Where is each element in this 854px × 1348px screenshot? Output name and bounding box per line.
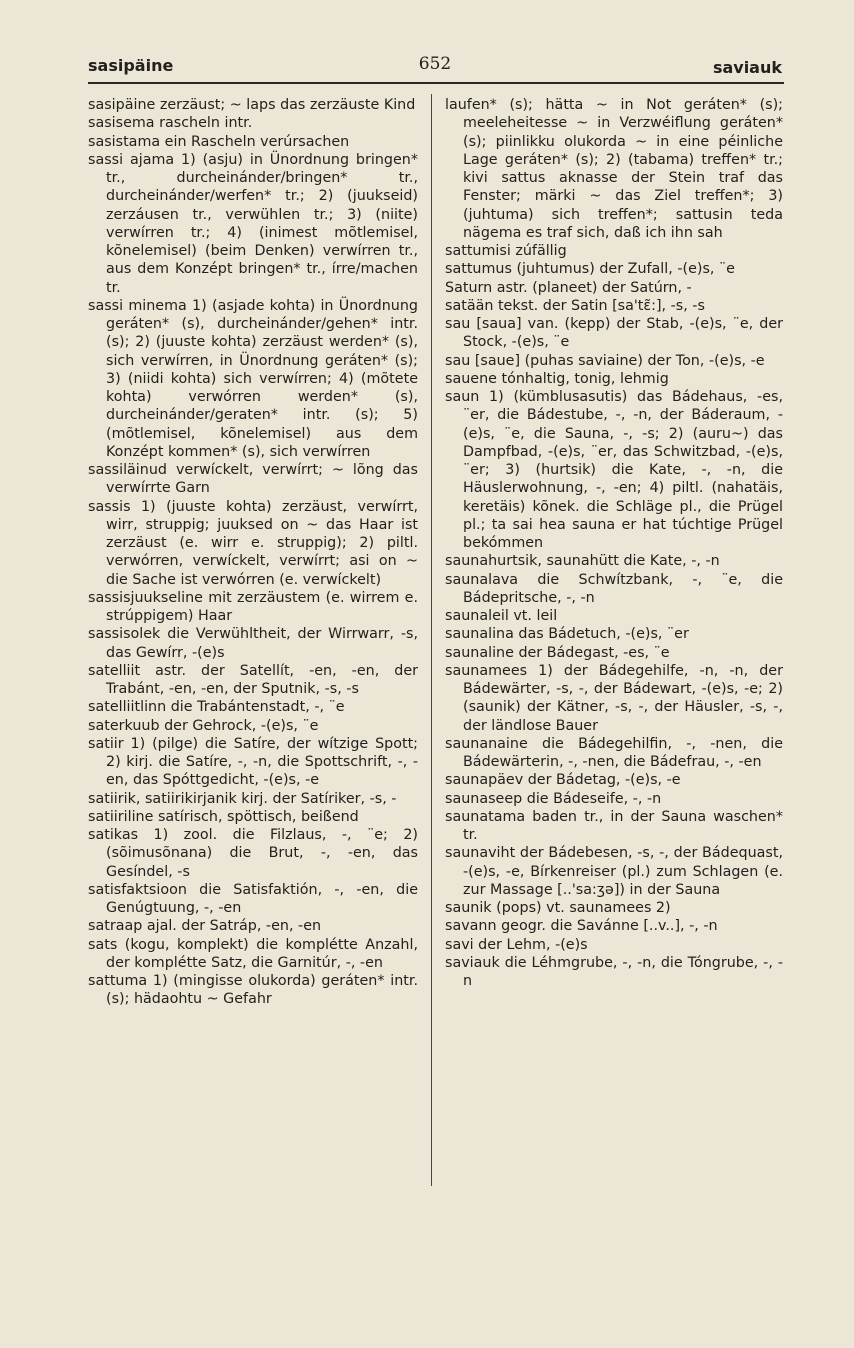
dictionary-entry: saunaleil vt. leil (445, 608, 558, 624)
dictionary-entry: sau [saua] van. (kepp) der Stab, -(e)s, ¨e, der Stock, -(e)s, ¨e (445, 316, 783, 351)
dictionary-entry: sasistama ein Rascheln verúrsachen (88, 133, 350, 150)
dictionary-entry: saunanaine die Bádegehilfin, -, -nen, die Bádewärterin, -, -nen, die Bádefrau, -, -en (445, 735, 783, 770)
header-last-entry: saviauk (712, 58, 782, 77)
dictionary-entry: saunamees 1) der Bádegehilfe, -n, -n, der Bádewärter, -s, -, der Bádewart, -(e)s, -e; 2) (saunik) der Kätner, -s, -, der Häusler, -s, -, der ländlose Bauer (445, 662, 783, 734)
dictionary-entry: sassiläinud verwíckelt, verwírrt; ~ lõng das verwírrte Garn (88, 462, 418, 497)
dictionary-entry: satikas 1) zool. die Filzlaus, -, ¨e; 2) (sõimusõnana) die Brut, -, -en, das Gesíndel, -s (88, 827, 418, 880)
dictionary-entry: sasipäine zerzäust; ~ laps das zerzäuste Kind (88, 97, 416, 113)
dictionary-entry: saunik (pops) vt. saunamees 2) (445, 900, 671, 916)
dictionary-entry: sats (kogu, komplekt) die komplétte Anzahl, der komplétte Satz, die Garnitúr, -, -en (88, 936, 418, 971)
dictionary-entry: sassi minema 1) (asjade kohta) in Ünordnung geráten* (s), durcheinánder/gehen* intr. (s); 2) (juuste kohta) zerzäust werden* (s), sich verwírren, in Ünordnung geráten* (s); 3) (niidi kohta) sich verwírren; 4) (mõtete kohta) verwórren werden* (s), durcheinánder/geraten* intr. (s); 5) (mõtlemisel, kõnelemisel) aus dem Konzépt kommen* (s), sich verwírren (88, 297, 418, 460)
dictionary-entry: sattumus (juhtumus) der Zufall, -(e)s, ¨e (445, 261, 735, 278)
header-first-entry: sasipäine (88, 56, 174, 75)
dictionary-entry: satään tekst. der Satin [sa'tɛ̃:], -s, -s (445, 297, 705, 314)
dictionary-entry: sassi ajama 1) (asju) in Ünordnung bringen* tr., durcheinánder/bringen* tr., durcheinánder/werfen* tr.; 2) (juukseid) zerzáusen tr., verwühlen tr.; 3) (niite) verwírren tr.; 4) (inimest mõtlemisel, kõnelemisel) (beim Denken) verwírren tr., aus dem Konzépt bringen* tr., írre/machen tr. (88, 151, 418, 296)
dictionary-entry: satelliitlinn die Trabántenstadt, -, ¨e (88, 699, 345, 716)
left-column (88, 96, 418, 1009)
dictionary-entry: sau [saue] (puhas saviaine) der Ton, -(e)s, -e (445, 352, 765, 369)
dictionary-entry: saunaseep die Bádeseife, -, -n (445, 790, 662, 807)
dictionary-entry: satelliit astr. der Satellít, -en, -en, der Trabánt, -en, -en, der Sputnik, -s, -s (88, 662, 418, 697)
dictionary-entry: saunatama baden tr., in der Sauna waschen* tr. (445, 808, 783, 843)
dictionary-entry: sattumisi zúfällig (445, 243, 567, 259)
dictionary-entry: saun 1) (kümblusasutis) das Bádehaus, -es, ¨er, die Bádestube, -, -n, der Báderaum, -(e)s, ¨e, die Sauna, -, -s; 2) (auru~) das Dampfbad, -(e)s, ¨er, das Schwitzbad, -(e)s, ¨er; 3) (hurtsik) die Kate, -, -n, die Häuslerwohnung, -, -en; 4) piltl. (nahatäis, keretäis) kõnek. die Schläge pl., die Prügel pl.; ta sai hea sauna er hat túchtige Prügel bekómmen (445, 389, 783, 551)
page-header (88, 52, 782, 80)
dictionary-entry: sauene tónhaltig, tonig, lehmig (445, 370, 669, 387)
dictionary-entry: saunapäev der Bádetag, -(e)s, -e (445, 772, 681, 789)
dictionary-entry: savi der Lehm, -(e)s (445, 936, 588, 953)
dictionary-entry: saunaline der Bádegast, -es, ¨e (445, 644, 670, 661)
right-column (445, 96, 783, 990)
dictionary-entry: satraap ajal. der Satráp, -en, -en (88, 918, 322, 935)
dictionary-entry: savann geogr. die Savánne [..v..], -, -n (445, 918, 718, 935)
dictionary-entry: sattuma 1) (mingisse olukorda) geráten* intr. (s); hädaohtu ~ Gefahr (88, 973, 418, 1008)
dictionary-entry: sassisjuukseline mit zerzäustem (e. wirrem e. strúppigem) Haar (88, 589, 418, 624)
dictionary-entry: sasisema rascheln intr. (88, 115, 253, 132)
dictionary-entry: saviauk die Léhmgrube, -, -n, die Tóngrube, -, -n (445, 954, 783, 989)
dictionary-entry: satiiriline satírisch, spöttisch, beißend (88, 808, 359, 825)
dictionary-entry: sassisolek die Verwühltheit, der Wirrwarr, -s, das Gewírr, -(e)s (88, 626, 418, 661)
dictionary-entry: saunalina das Bádetuch, -(e)s, ¨er (445, 626, 689, 643)
dictionary-entry: saterkuub der Gehrock, -(e)s, ¨e (88, 717, 319, 734)
dictionary-entry: sassis 1) (juuste kohta) zerzäust, verwírrt, wirr, struppig; juuksed on ~ das Haar ist zerzäust (e. wirr e. struppig); 2) piltl. verwórren, verwíckelt, verwírrt; asi on ~ die Sache ist verwórren (e. verwíckelt) (88, 498, 418, 588)
dictionary-entry: satiir 1) (pilge) die Satíre, der wítzige Spott; 2) kirj. die Satíre, -, -n, die Spottschrift, -, -en, das Spóttgedicht, -(e)s, -e (88, 735, 418, 789)
dictionary-entry: Saturn astr. (planeet) der Satúrn, - (445, 279, 692, 296)
column-divider (431, 94, 432, 1186)
dictionary-entry: satiirik, satiirikirjanik kirj. der Satíriker, -s, - (88, 790, 397, 807)
dictionary-entry: laufen* (s); hätta ~ in Not geráten* (s); meeleheitesse ~ in Verzwéiflung geráten* (s); piinlikku olukorda ~ in eine péinliche Lage geráten* (s); 2) (tabama) treffen* tr.; kivi sattus aknasse der Stein traf das Fenster; märki ~ das Ziel treffen*; 3) (juhtuma) sich treffen*; sattusin teda nägema es traf sich, daß ich ihn sah (445, 97, 783, 241)
page-number: 652 (418, 54, 452, 74)
dictionary-entry: saunalava die Schwítzbank, -, ¨e, die Bádepritsche, -, -n (445, 571, 783, 606)
header-rule (88, 82, 784, 84)
dictionary-entry: saunahurtsik, saunahütt die Kate, -, -n (445, 553, 720, 570)
dictionary-entry: satisfaktsioon die Satisfaktión, -, -en, die Genúgtuung, -, -en (88, 881, 418, 916)
dictionary-entry: saunaviht der Bádebesen, -s, -, der Bádequast, -(e)s, -e, Bírkenreiser (pl.) zum Schlagen (e. zur Massage [..'sa:ʒə]) in der Sauna (445, 845, 783, 898)
